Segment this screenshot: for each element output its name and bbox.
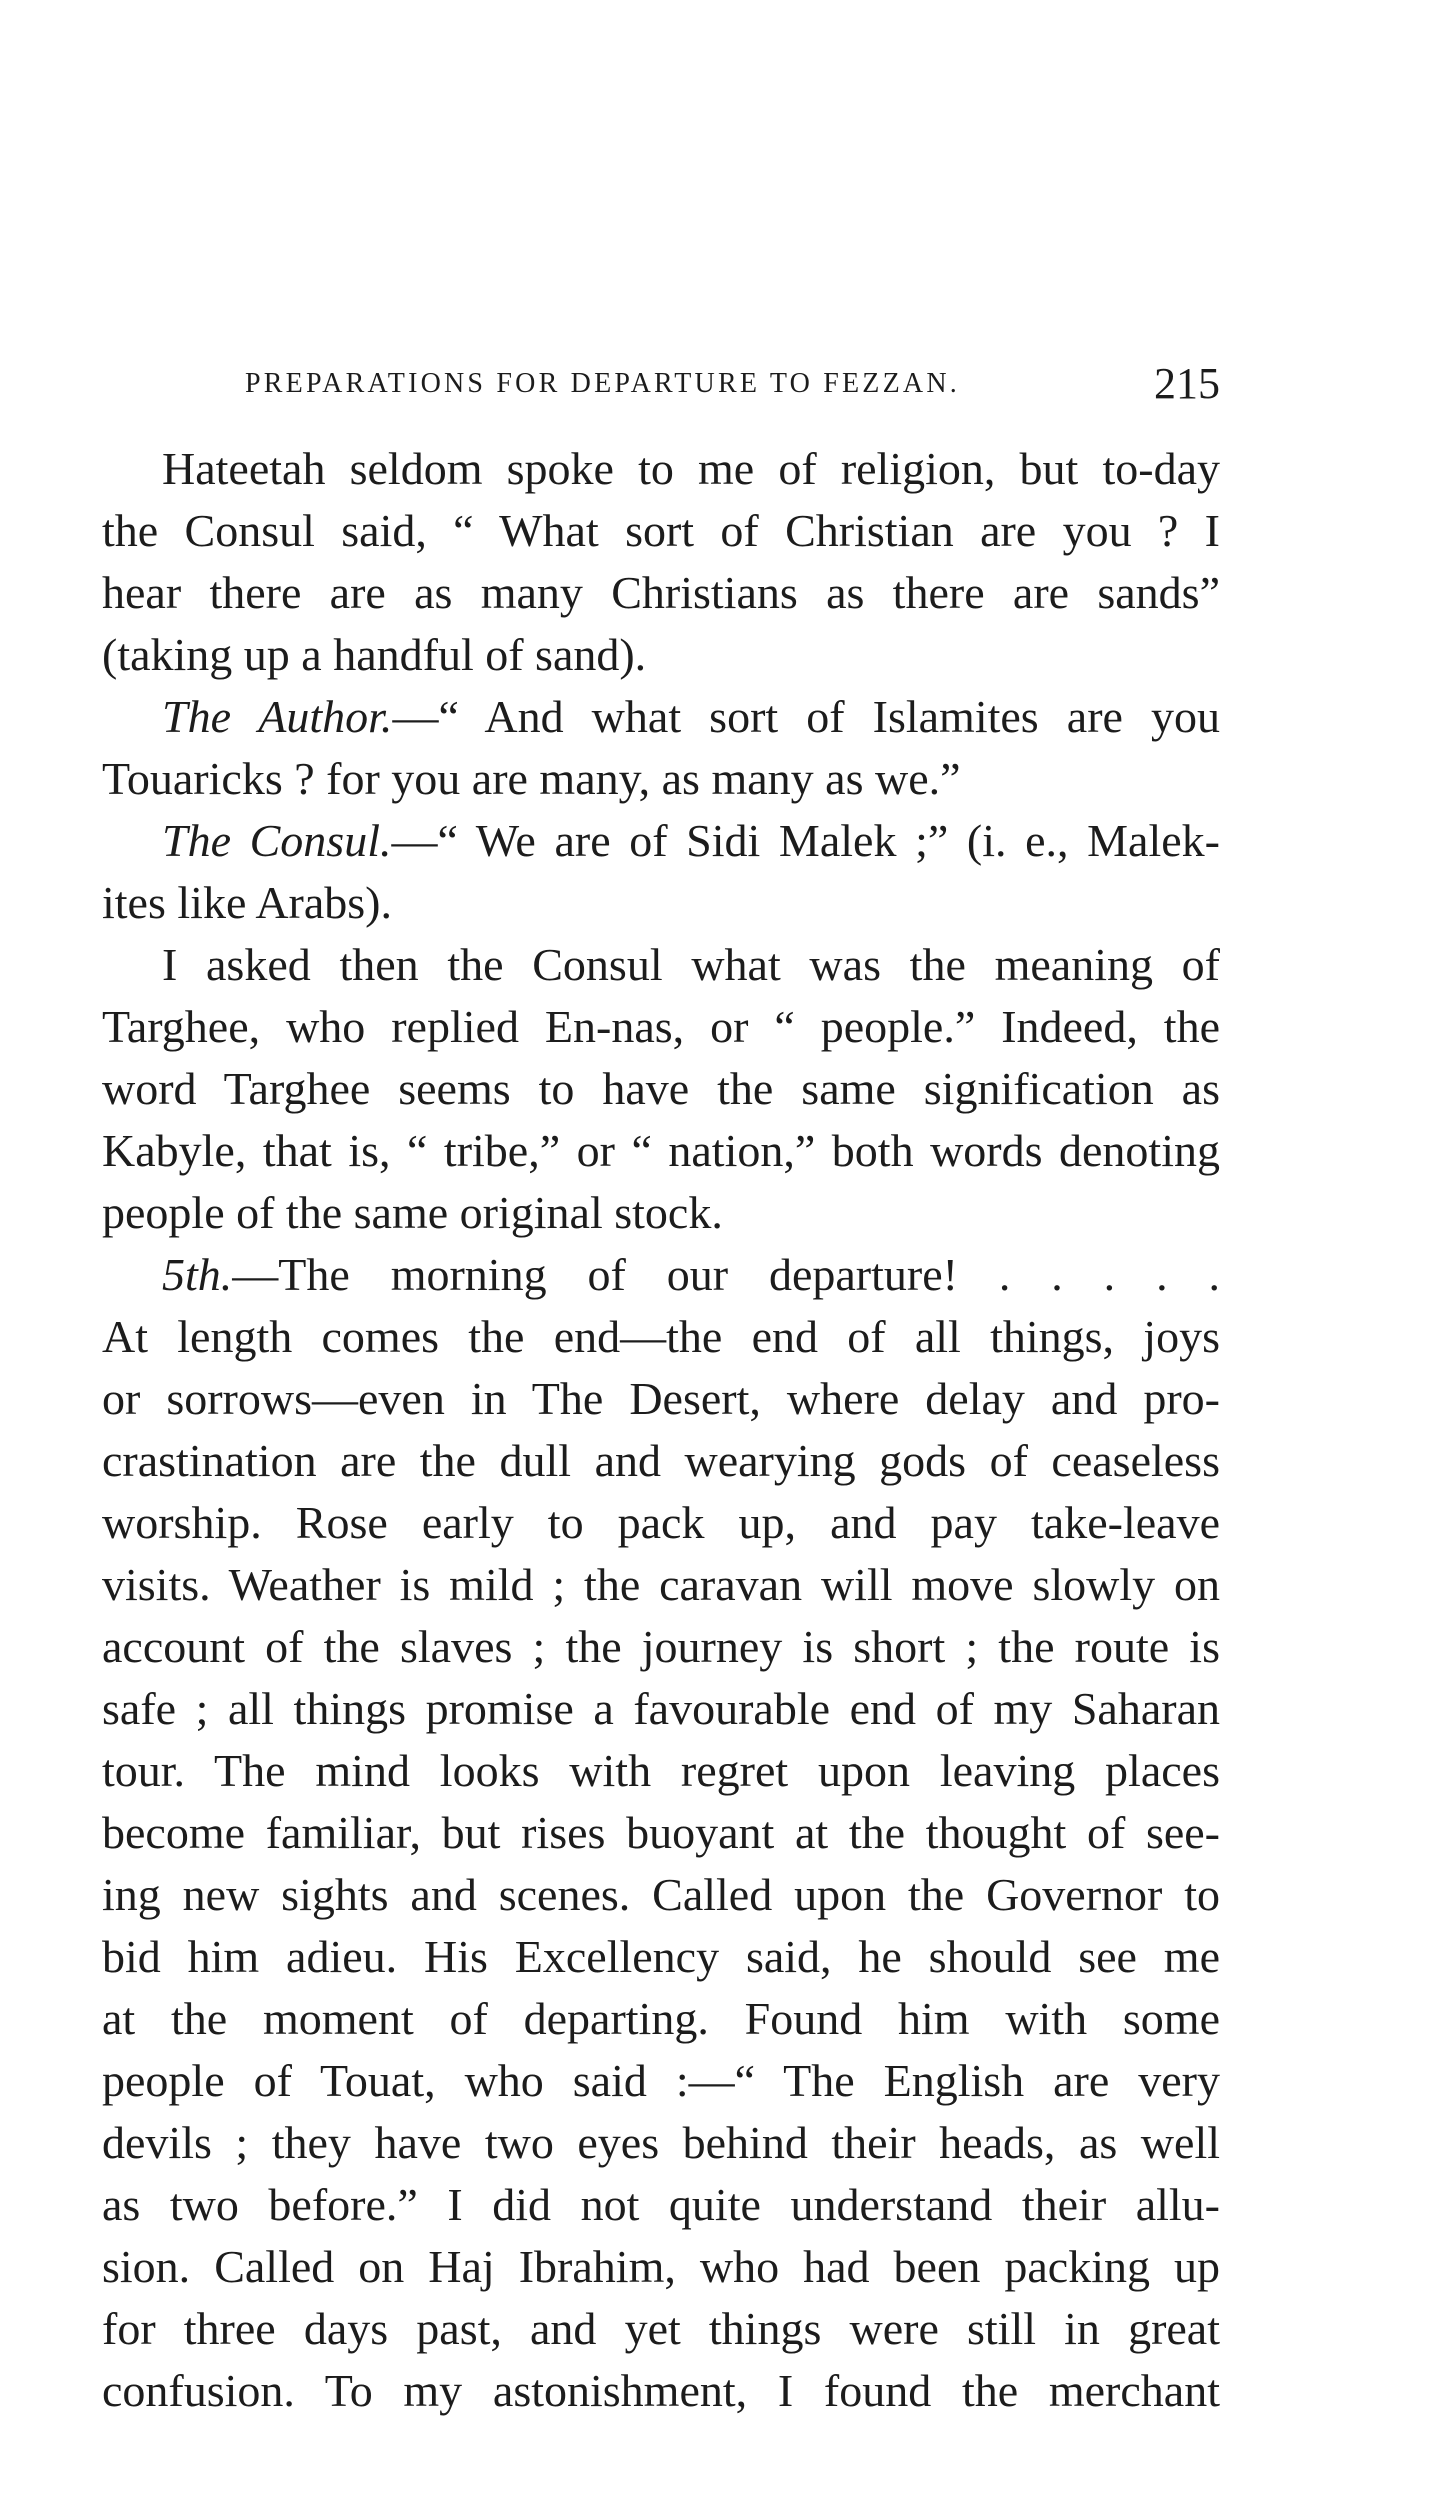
date-label: 5th.	[162, 1249, 233, 1300]
text-line: people of the same original stock.	[102, 1187, 723, 1238]
text-line: devils ; they have two eyes behind their heads, as well	[102, 2117, 1220, 2168]
text-line: for three days past, and yet things were still in great	[102, 2303, 1220, 2354]
text-line-dated	[102, 1244, 1220, 1306]
text-line: ites like Arabs).	[102, 877, 392, 928]
page-number: 215	[1154, 359, 1220, 408]
text-line: worship. Rose early to pack up, and pay take-leave	[102, 1497, 1220, 1548]
text-line: people of Touat, who said :—“ The English are very	[102, 2055, 1220, 2106]
text-line: at the moment of departing. Found him with some	[102, 1993, 1220, 2044]
text-line: sion. Called on Haj Ibrahim, who had been packing up	[102, 2241, 1220, 2292]
running-title: PREPARATIONS FOR DEPARTURE TO FEZZAN.	[245, 368, 960, 399]
text-line: (taking up a handful of sand).	[102, 629, 647, 680]
dated-text: —The morning of our departure! . . . . .	[232, 1249, 1220, 1300]
running-head	[100, 358, 1220, 418]
text-line: account of the slaves ; the journey is short ; the route is	[102, 1621, 1220, 1672]
text-line: Touaricks ? for you are many, as many as we.”	[102, 753, 961, 804]
text-line: Targhee, who replied En-nas, or “ people.” Indeed, the	[102, 1001, 1220, 1052]
text-line: confusion. To my astonishment, I found the merchant	[102, 2365, 1220, 2416]
text-line: At length comes the end—the end of all things, joys	[102, 1311, 1220, 1362]
speaker-label: The Consul.	[162, 815, 392, 866]
text-line: bid him adieu. His Excellency said, he should see me	[102, 1931, 1220, 1982]
text-line: safe ; all things promise a favourable end of my Saharan	[102, 1683, 1220, 1734]
text-line: or sorrows—even in The Desert, where delay and pro-	[102, 1373, 1220, 1424]
text-line: crastination are the dull and wearying gods of ceaseless	[102, 1435, 1220, 1486]
text-line: as two before.” I did not quite understand their allu-	[102, 2179, 1220, 2230]
text-line-dialogue	[102, 686, 1220, 748]
text-line: I asked then the Consul what was the meaning of	[162, 939, 1220, 990]
body-text	[102, 438, 1220, 2422]
dialogue-text: —“ We are of Sidi Malek ;” (i. e., Malek-	[391, 815, 1220, 866]
speaker-label: The Author.	[162, 691, 393, 742]
text-line: tour. The mind looks with regret upon leaving places	[102, 1745, 1220, 1796]
text-line: Kabyle, that is, “ tribe,” or “ nation,” both words denoting	[102, 1125, 1220, 1176]
text-line: word Targhee seems to have the same signification as	[102, 1063, 1220, 1114]
text-line: Hateetah seldom spoke to me of religion, but to-day	[162, 443, 1220, 494]
text-line: become familiar, but rises buoyant at the thought of see-	[102, 1807, 1220, 1858]
text-line-dialogue	[102, 810, 1220, 872]
dialogue-text: —“ And what sort of Islamites are you	[392, 691, 1220, 742]
text-line: the Consul said, “ What sort of Christian are you ? I	[102, 505, 1220, 556]
text-line: ing new sights and scenes. Called upon the Governor to	[102, 1869, 1220, 1920]
text-line: hear there are as many Christians as there are sands”	[102, 567, 1220, 618]
text-line: visits. Weather is mild ; the caravan will move slowly on	[102, 1559, 1220, 1610]
